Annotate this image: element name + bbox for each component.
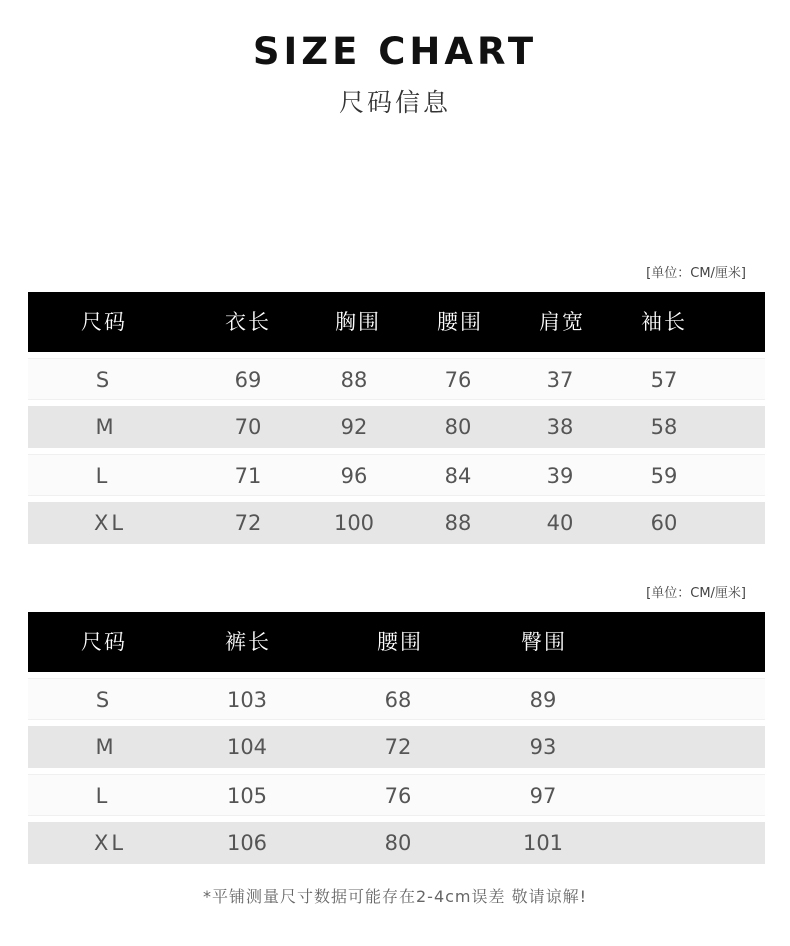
table-cell: 71 bbox=[234, 464, 262, 488]
table-cell: 68 bbox=[384, 688, 412, 712]
top-size-table bbox=[28, 292, 765, 550]
table-cell: 72 bbox=[384, 735, 412, 759]
table-cell: 88 bbox=[444, 511, 472, 535]
table-cell: L bbox=[95, 464, 111, 488]
table-row bbox=[28, 454, 765, 496]
table-cell: S bbox=[95, 688, 113, 712]
table-cell: 89 bbox=[529, 688, 557, 712]
top-table-header-row bbox=[28, 292, 765, 352]
table-cell: 104 bbox=[226, 735, 268, 759]
table-cell: XL bbox=[93, 831, 127, 855]
table-cell: 80 bbox=[384, 831, 412, 855]
header-cell-chest: 胸围 bbox=[335, 310, 381, 334]
header-cell-sleeve: 袖长 bbox=[641, 310, 687, 334]
table-cell: 39 bbox=[546, 464, 574, 488]
bottom-table-unit-label: [单位：CM/厘米] bbox=[646, 586, 746, 601]
header-cell-length: 衣长 bbox=[225, 310, 271, 334]
table-cell: 93 bbox=[529, 735, 557, 759]
bottom-size-table bbox=[28, 612, 765, 870]
table-cell: 92 bbox=[340, 415, 368, 439]
table-cell: 100 bbox=[333, 511, 375, 535]
table-cell: 40 bbox=[546, 511, 574, 535]
page-subtitle: 尺码信息 bbox=[338, 88, 451, 117]
header-cell-size: 尺码 bbox=[81, 310, 127, 334]
header-cell-waist: 腰围 bbox=[437, 310, 483, 334]
table-cell: 76 bbox=[444, 368, 472, 392]
table-row bbox=[28, 358, 765, 400]
table-cell: 106 bbox=[226, 831, 268, 855]
table-cell: 72 bbox=[234, 511, 262, 535]
header-cell-shoulder: 肩宽 bbox=[539, 310, 585, 334]
table-cell: L bbox=[95, 784, 111, 808]
table-cell: S bbox=[95, 368, 113, 392]
header-cell-size: 尺码 bbox=[81, 630, 127, 654]
header-cell-hip: 臀围 bbox=[521, 630, 567, 654]
table-cell: 69 bbox=[234, 368, 262, 392]
table-cell: 105 bbox=[226, 784, 268, 808]
table-row bbox=[28, 678, 765, 720]
table-cell: M bbox=[95, 415, 117, 439]
table-cell: XL bbox=[93, 511, 127, 535]
table-cell: 80 bbox=[444, 415, 472, 439]
table-cell: 88 bbox=[340, 368, 368, 392]
table-cell: 96 bbox=[340, 464, 368, 488]
table-row bbox=[28, 726, 765, 768]
table-cell: 60 bbox=[650, 511, 678, 535]
table-cell: 38 bbox=[546, 415, 574, 439]
table-row bbox=[28, 774, 765, 816]
table-cell: 97 bbox=[529, 784, 557, 808]
table-cell: 59 bbox=[650, 464, 678, 488]
table-row bbox=[28, 406, 765, 448]
table-cell: 76 bbox=[384, 784, 412, 808]
table-cell: 58 bbox=[650, 415, 678, 439]
table-row bbox=[28, 822, 765, 864]
table-row bbox=[28, 502, 765, 544]
bottom-table-header-row bbox=[28, 612, 765, 672]
table-cell: 84 bbox=[444, 464, 472, 488]
table-cell: 103 bbox=[226, 688, 268, 712]
measurement-note: *平铺测量尺寸数据可能存在2-4cm误差 敬请谅解! bbox=[202, 887, 588, 906]
table-cell: 101 bbox=[522, 831, 564, 855]
table-cell: 70 bbox=[234, 415, 262, 439]
header-cell-pants-length: 裤长 bbox=[225, 630, 271, 654]
top-table-unit-label: [单位：CM/厘米] bbox=[646, 266, 746, 281]
table-cell: M bbox=[95, 735, 117, 759]
page-title: SIZE CHART bbox=[252, 30, 538, 73]
header-cell-waist: 腰围 bbox=[377, 630, 423, 654]
table-cell: 37 bbox=[546, 368, 574, 392]
table-cell: 57 bbox=[650, 368, 678, 392]
